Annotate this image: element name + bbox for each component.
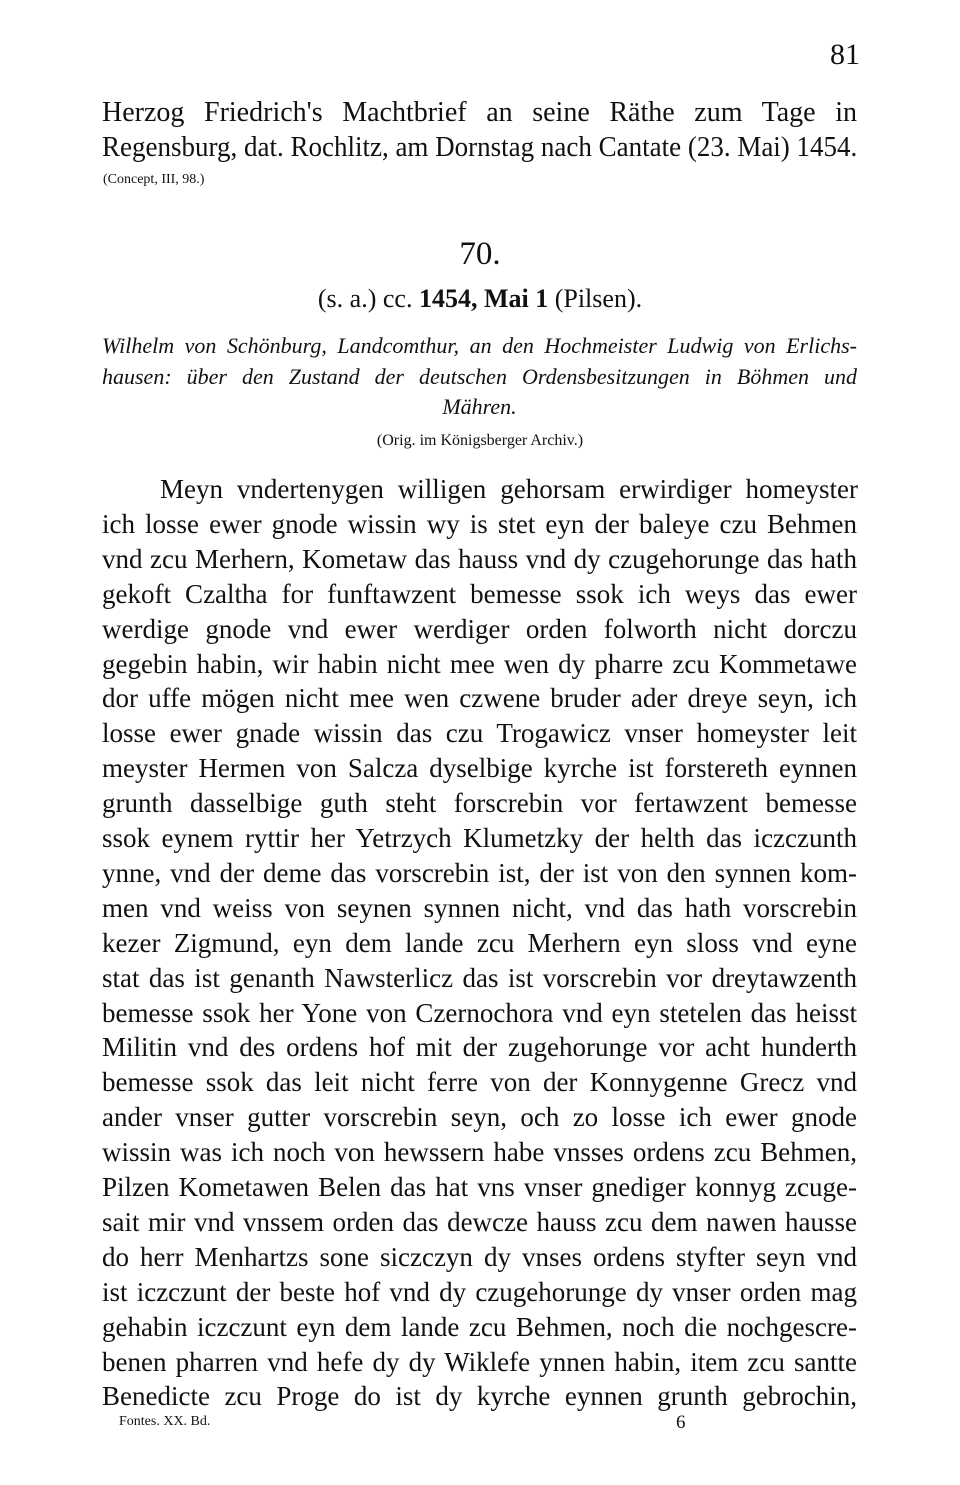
previous-doc-heading-line-1: Herzog Friedrich's Machtbrief an seine Räthe zum Tage in [102,97,857,128]
body-line: ssok eynem ryttir her Yetrzych Klumetzky der helth das iczczunth [102,823,857,853]
body-line: ist iczczunt der beste hof vnd dy czugehorunge dy vnser orden mag [102,1276,857,1307]
body-line: ich losse ewer gnode wissin wy is stet eyn der baleye czu Behmen [102,508,857,539]
body-line: ynne, vnd der deme das vorscrebin ist, der ist von den synnen kom- [102,857,857,888]
body-line: bemesse ssok her Yone von Czernochora vnd eyn stetelen das heisst [102,997,857,1028]
previous-doc-heading-line-2: Regensburg, dat. Rochlitz, am Dornstag nach Cantate (23. Mai) 1454. [102,132,857,163]
archive-source-note: (Orig. im Königsberger Archiv.) [376,432,584,449]
body-line: werdige gnode vnd ewer werdiger orden folworth nicht dorczu [102,613,857,644]
date-prefix: (s. a.) cc. [317,284,413,313]
body-line: meyster Hermen von Salcza dyselbige kyrche ist forstereth eynnen [102,753,857,784]
body-line: ander vnser gutter vorscrebin seyn, och zo losse ich ewer gnode [102,1102,857,1133]
body-line: Pilzen Kometawen Belen das hat vns vnser gnediger konnyg zcuge- [102,1172,857,1202]
body-line: dor uffe mögen nicht mee wen czwene bruder ader dreye seyn, ich [102,683,857,714]
body-line: gegebin habin, wir habin nicht mee wen dy pharre zcu Kommetawe [102,648,857,679]
body-line: gekoft Czaltha for funftawzent bemesse ssok ich weys das ewer [102,578,857,609]
footer-volume-label: Fontes. XX. Bd. [119,1414,211,1429]
document-number: 70. [459,236,501,272]
regest-line-2: hausen: über den Zustand der deutschen Ordensbesitzungen in Böhmen und [102,364,857,389]
body-line: Meyn vndertenygen willigen gehorsam erwirdiger homeyster [160,474,858,504]
body-line: gehabin iczczunt eyn dem lande zcu Behmen, noch die nochgescre- [102,1311,857,1342]
previous-doc-source-note: (Concept, III, 98.) [103,172,205,187]
regest-line-3: Mähren. [442,394,517,419]
body-line: stat das ist genanth Nawsterlicz das ist vorscrebin vor dreytawzenth [102,962,857,993]
body-line: kezer Zigmund, eyn dem lande zcu Merhern eyn sloss vnd eyne [102,927,857,958]
body-line: do herr Menhartzs sone siczczyn dy vnses ordens styfter seyn vnd [102,1241,857,1272]
document-dateline [0,284,960,314]
body-line: benen pharren vnd hefe dy dy Wiklefe ynnen habin, item zcu santte [102,1346,857,1377]
date-place: (Pilsen). [554,284,643,313]
body-line: grunth dasselbige guth steht forscrebin vor fertawzent bemesse [102,788,857,819]
body-line: sait mir vnd vnssem orden das dewcze hauss zcu dem nawen hausse [102,1206,857,1237]
body-line: vnd zcu Merhern, Kometaw das hauss vnd dy czugehorunge das hath [102,543,857,574]
date-bold: 1454, Mai 1 [418,284,549,313]
body-line: bemesse ssok das leit nicht ferre von der Konnygenne Grecz vnd [102,1067,857,1098]
body-line: men vnd weiss von seynen synnen nicht, vnd das hath vorscrebin [102,892,857,923]
body-line: wissin was ich noch von hewssern habe vnsses ordens zcu Behmen, [102,1137,857,1168]
body-line: losse ewer gnade wissin das czu Trogawicz vnser homeyster leit [102,718,857,749]
body-line: Militin vnd des ordens hof mit der zugehorunge vor acht hunderth [102,1032,857,1063]
footer-signature-mark: 6 [676,1412,686,1433]
page-number: 81 [830,38,860,71]
regest-line-1: Wilhelm von Schönburg, Landcomthur, an den Hochmeister Ludwig von Erlichs- [102,333,857,358]
body-line: Benedicte zcu Proge do ist dy kyrche eynnen grunth gebrochin, [102,1381,857,1412]
